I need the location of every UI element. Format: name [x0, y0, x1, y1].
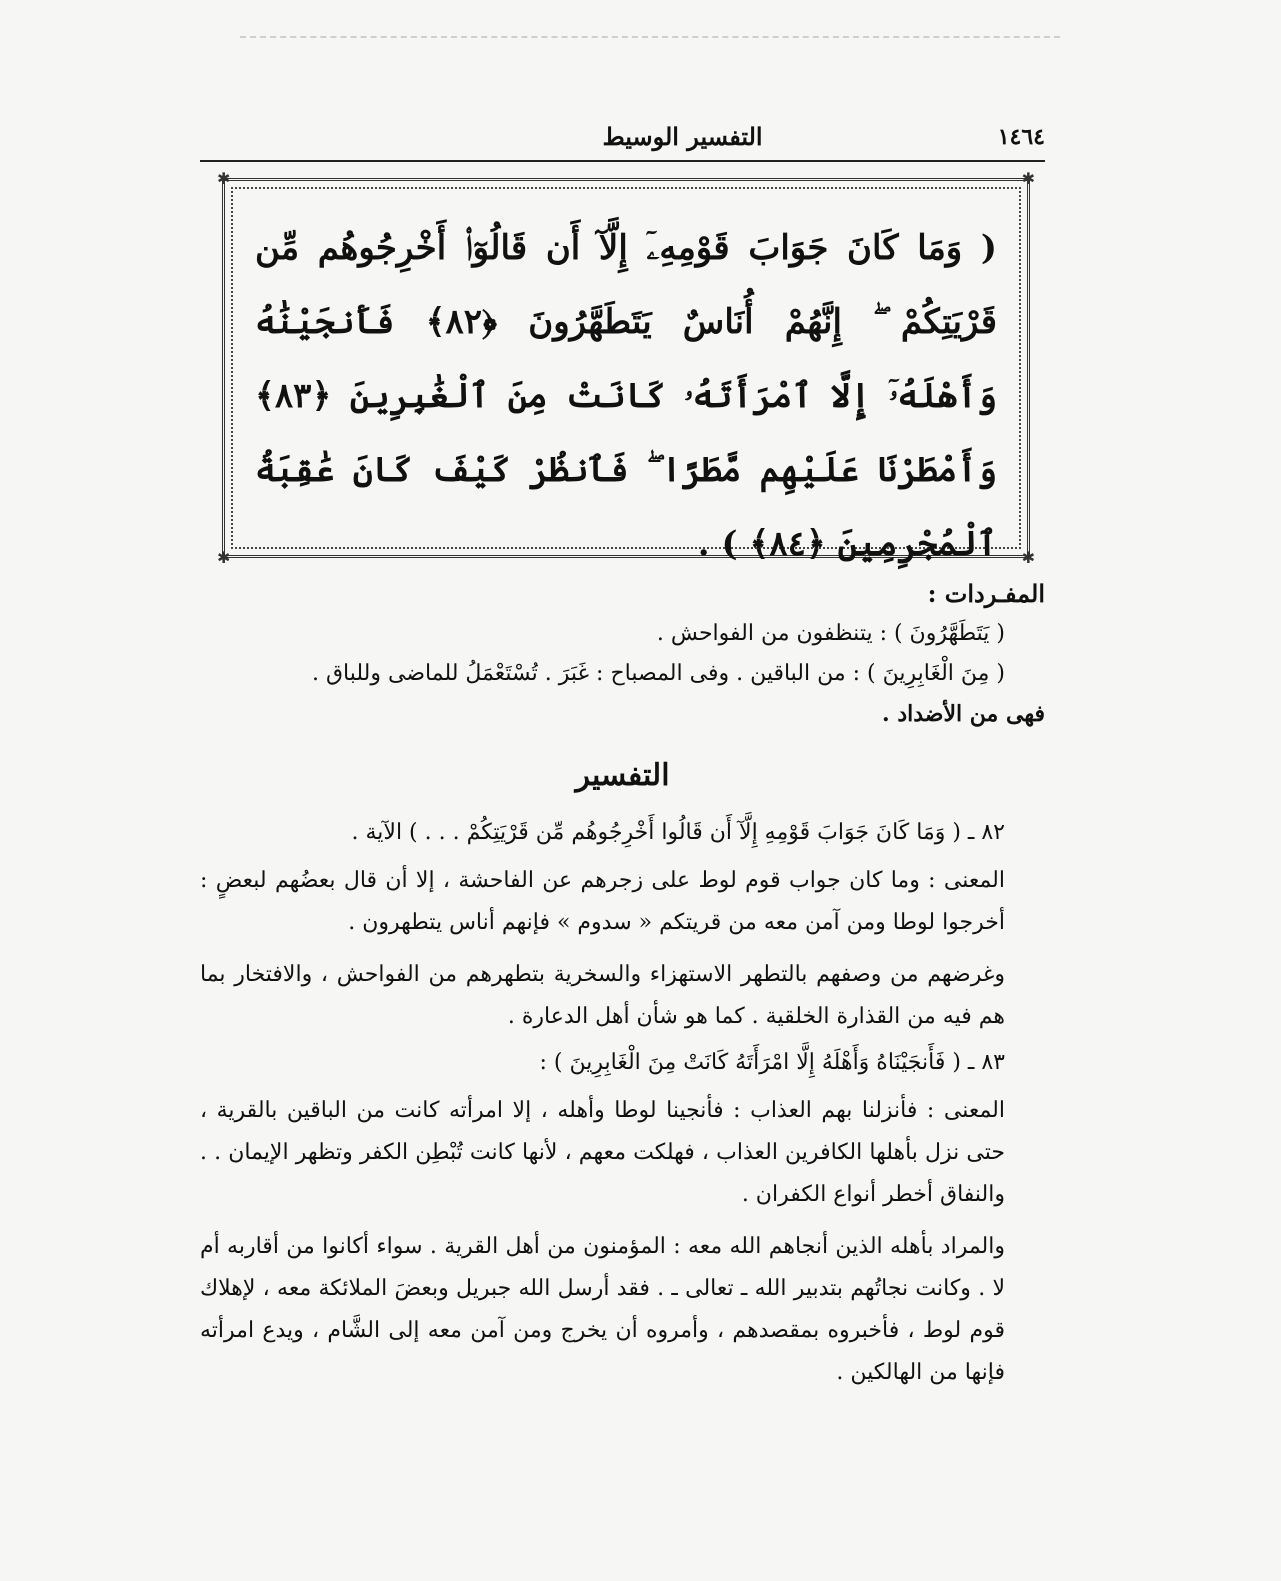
tafsir-paragraph: المعنى : وما كان جواب قوم لوط على زجرهم عن الفاحشة ، إلا أن قال بعضُهم لبعضٍ : أخرجوا لوطا ومن آمن معه من قريتكم « سدوم » فإنهم أناس يتطهرون . [200, 868, 1005, 935]
verse-heading: ٨٢ ـ ( وَمَا كَانَ جَوَابَ قَوْمِهِ إِلَّآ أَن قَالُوا أَخْرِجُوهُم مِّن قَرْيَتِكُمْ . . . ) الآية . [351, 820, 1005, 845]
corner-star-icon: ✱ [217, 169, 231, 188]
corner-star-icon: ✱ [1021, 169, 1035, 188]
tafsir-title: التفسير [575, 758, 670, 793]
vocabulary-heading: المفـردات : [927, 579, 1045, 608]
quran-verse: ( وَمَا كَانَ جَوَابَ قَوْمِهِۦٓ إِلَّآ أَن قَالُوٓا۟ أَخْرِجُوهُم مِّن قَرْيَتِكُمْ ۖ إِنَّهُمْ أُنَاسٌ يَتَطَهَّرُونَ ﴿٨٢﴾ فَأَنجَيْنَٰهُ وَأَهْلَهُۥٓ إِلَّا ٱمْرَأَتَهُۥ كَانَتْ مِنَ ٱلْغَٰبِرِينَ ﴿٨٣﴾ وَأَمْطَرْنَا عَلَيْهِم مَّطَرًا ۖ فَٱنظُرْ كَيْفَ كَانَ عَٰقِبَةُ ٱلْمُجْرِمِينَ ﴿٨٤﴾ ) . [255, 228, 997, 564]
vocabulary-section [200, 574, 1045, 734]
page-number: ١٤٦٤ [997, 124, 1045, 150]
corner-star-icon: ✱ [217, 548, 231, 567]
tafsir-body [200, 812, 1045, 1394]
verse-heading: ٨٣ ـ ( فَأَنجَيْنَاهُ وَأَهْلَهُ إِلَّا امْرَأَتَهُ كَانَتْ مِنَ الْغَابِرِينَ ) : [539, 1050, 1005, 1075]
verse-frame [217, 169, 1035, 567]
corner-star-icon: ✱ [1021, 548, 1035, 567]
tafsir-paragraph: المعنى : فأنزلنا بهم العذاب : فأنجينا لوطا وأهله ، إلا امرأته كانت من الباقين بالقرية ، حتى نزل بأهلها الكافرين العذاب ، فهلكت معهم ، لأنها كانت تُبْطِن الكفر وتظهر الإيمان . . والنفاق أخطر أنواع الكفران . [200, 1098, 1005, 1207]
page-header [200, 118, 1045, 160]
book-title: التفسير الوسيط [602, 122, 763, 151]
vocabulary-item: ( يَتَطَهَّرُونَ ) : يتنظفون من الفواحش . [656, 621, 1005, 646]
tafsir-paragraph: والمراد بأهله الذين أنجاهم الله معه : المؤمنون من أهل القرية . سواء أكانوا من أقاربه أم لا . وكانت نجاتُهم بتدبير الله ـ تعالى ـ . فقد أرسل الله جبريل وبعضَ الملائكة معه ، لإهلاك قوم لوط ، فأخبروه بمقصدهم ، وأمروه أن يخرج ومن آمن معه إلى الشَّام ، ويدع امرأته فإنها من الهالكين . [200, 1234, 1005, 1385]
vocabulary-item: فهى من الأضداد . [882, 701, 1045, 727]
vocabulary-item: ( مِنَ الْغَابِرِينَ ) : من الباقين . وفى المصباح : غَبَرَ . تُسْتَعْمَلُ للماضى وللباق . [312, 661, 1005, 686]
header-rule [200, 160, 1045, 162]
tafsir-paragraph: وغرضهم من وصفهم بالتطهر الاستهزاء والسخرية بتطهرهم من الفواحش ، والافتخار بما هم فيه من القذارة الخلقية . كما هو شأن أهل الدعارة . [200, 962, 1005, 1029]
top-scan-rule [240, 36, 1060, 38]
